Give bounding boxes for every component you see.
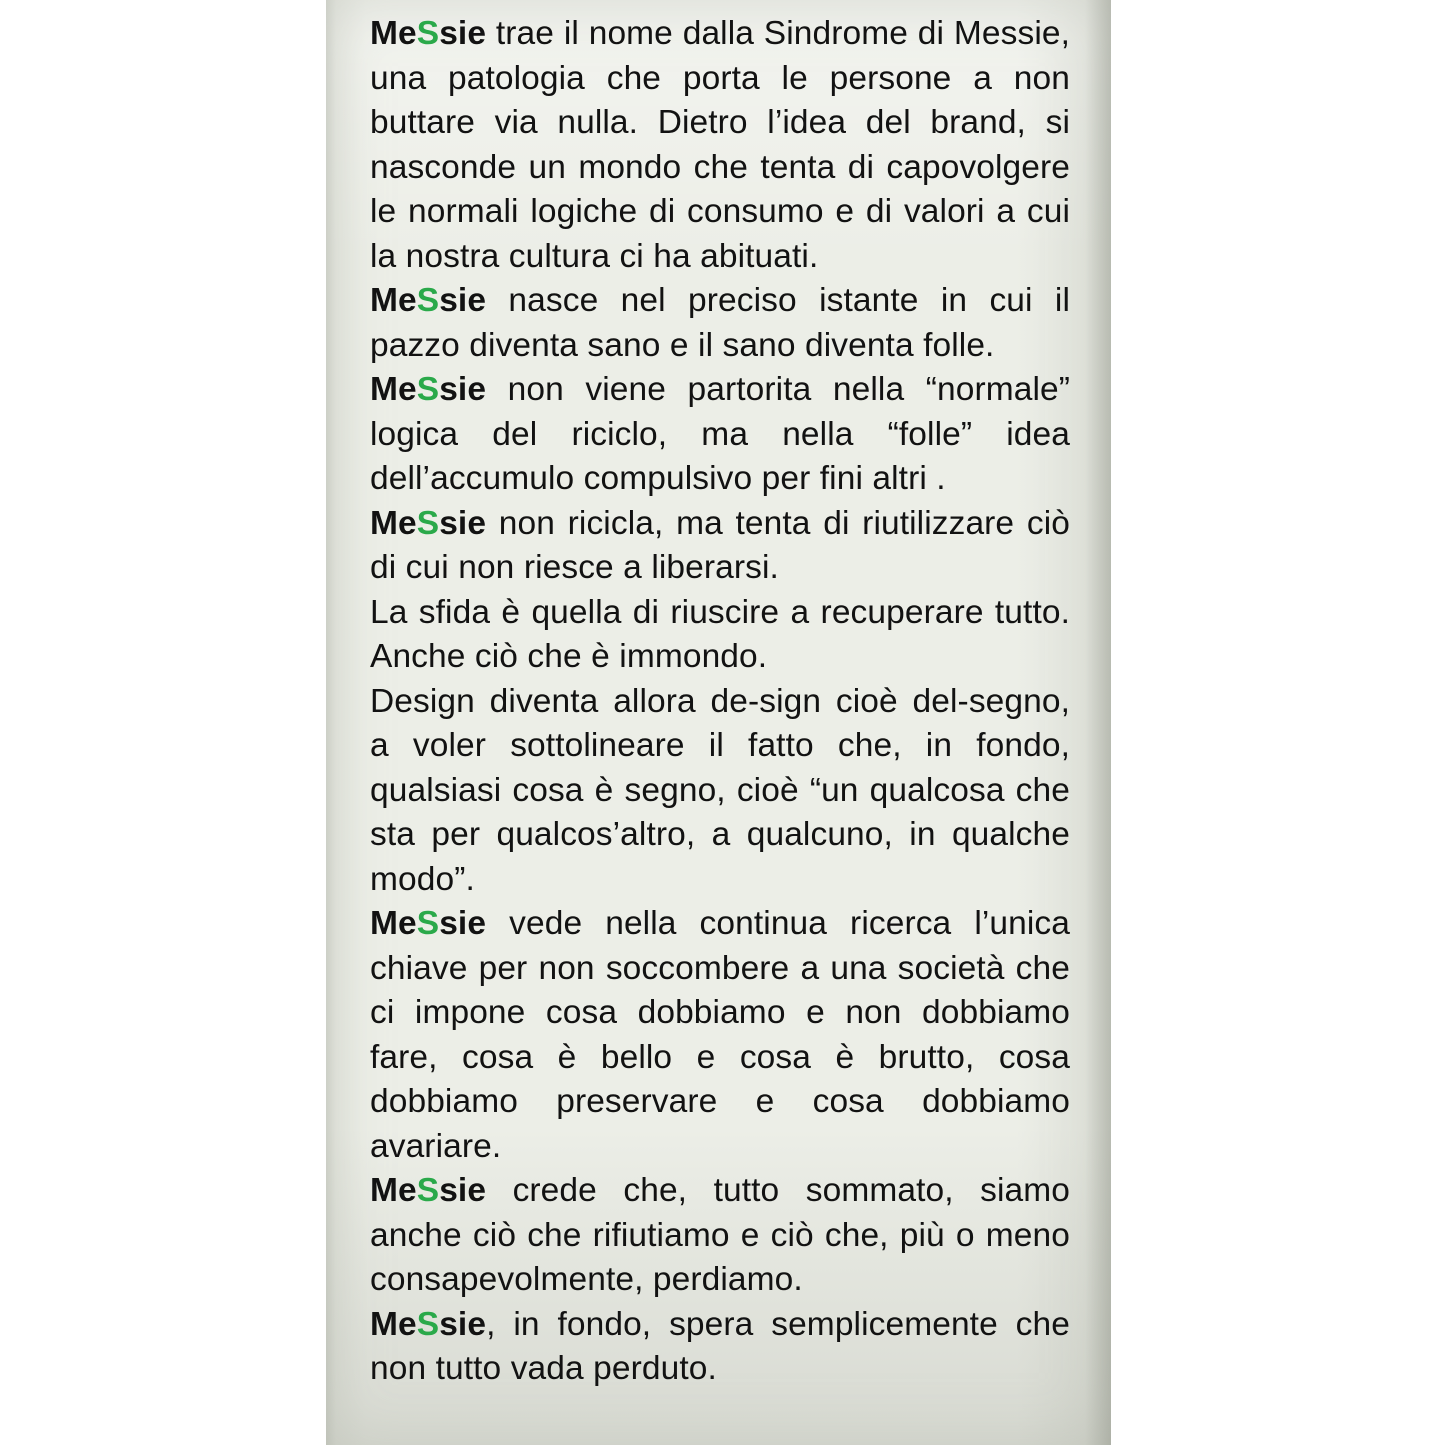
paragraph	[370, 368, 1070, 502]
paragraph	[370, 279, 1070, 368]
paragraph	[370, 1169, 1070, 1303]
paragraph-text: crede che, tutto sommato, siamo anche ciò che rifiutiamo e ciò che, più o meno consapevolmente, perdiamo.	[370, 1172, 1070, 1298]
brand-wordmark: MeSsie	[370, 282, 487, 319]
brand-wordmark: MeSsie	[370, 905, 487, 942]
paragraph-text: vede nella continua ricerca l’unica chiave per non soccombere a una società che ci impone cosa dobbiamo e non dobbiamo fare, cosa è bello e cosa è brutto, cosa dobbiamo preservare e cosa dobbiamo avariare.	[370, 905, 1070, 1165]
brand-wordmark: MeSsie	[370, 1305, 487, 1343]
brand-wordmark: MeSsie	[370, 1172, 487, 1209]
paragraph	[370, 591, 1070, 680]
paragraph-text: non viene partorita nella “normale” logica del riciclo, ma nella “folle” idea dell’accumulo compulsivo per fini altri .	[370, 371, 1070, 497]
paragraph	[370, 1303, 1070, 1392]
brand-wordmark: MeSsie	[370, 371, 487, 408]
paragraph	[370, 680, 1070, 903]
brand-wordmark: MeSsie	[370, 504, 487, 542]
paragraph	[370, 902, 1070, 1169]
paragraph	[370, 502, 1070, 591]
brand-wordmark: MeSsie	[370, 15, 487, 52]
paragraph-text: nasce nel preciso istante in cui il pazzo diventa sano e il sano diventa folle.	[370, 282, 1070, 364]
paragraph-text: trae il nome dalla Sindrome di Messie, una patologia che porta le persone a non buttare via nulla. Dietro l’idea del brand, si nasconde un mondo che tenta di capovolgere le normali logiche di consumo e di valori a cui la nostra cultura ci ha abituati.	[370, 15, 1070, 275]
document-text-body	[370, 12, 1070, 1392]
printed-panel	[326, 0, 1111, 1445]
paragraph-text: Design diventa allora de-sign cioè del-segno, a voler sottolineare il fatto che, in fondo, qualsiasi cosa è segno, cioè “un qualcosa che sta per qualcos’altro, a qualcuno, in qualche modo”.	[370, 682, 1070, 898]
paragraph-text: La sfida è quella di riuscire a recuperare tutto. Anche ciò che è immondo.	[370, 593, 1070, 675]
paragraph	[370, 12, 1070, 279]
paragraph-text: non ricicla, ma tenta di riutilizzare ciò di cui non riesce a liberarsi.	[370, 504, 1070, 586]
paragraph-text: , in fondo, spera semplicemente che non tutto vada perduto.	[370, 1305, 1070, 1387]
